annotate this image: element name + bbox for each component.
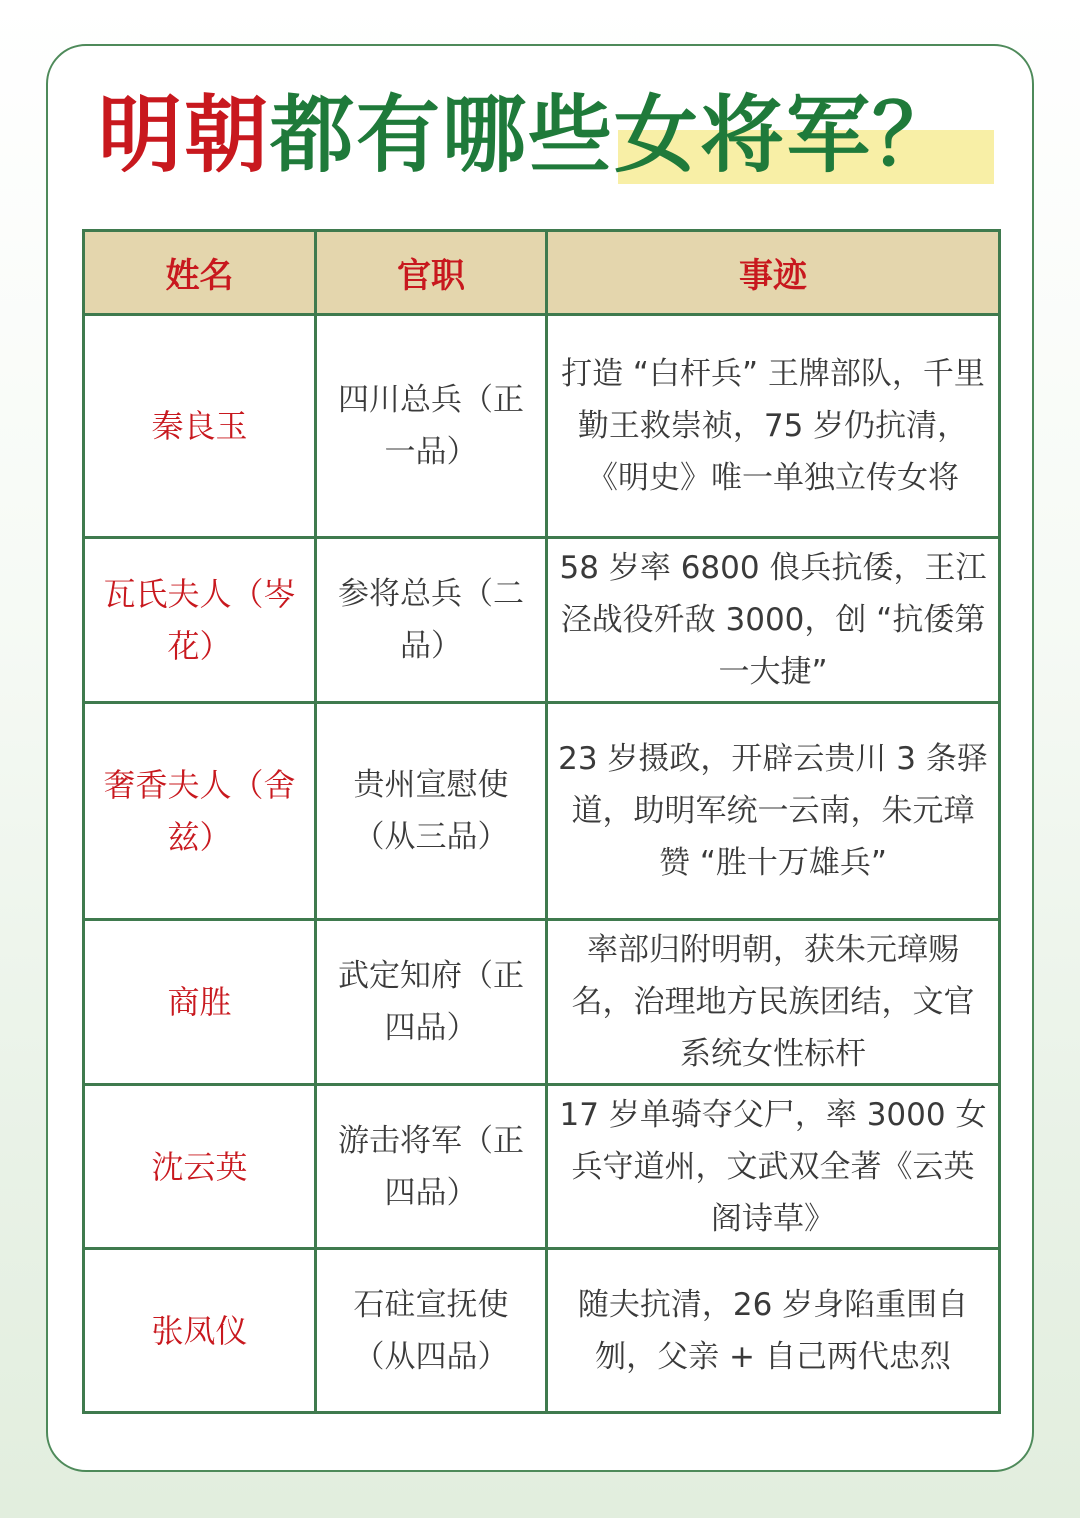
cell-deeds: 随夫抗清，26 岁身陷重围自刎，父亲 + 自己两代忠烈 (547, 1249, 1000, 1413)
header-deeds: 事迹 (547, 231, 1000, 315)
table-row (84, 920, 1000, 1085)
title-part-red: 明朝 (98, 86, 271, 184)
table-row (84, 315, 1000, 538)
cell-deeds: 58 岁率 6800 俍兵抗倭，王江泾战役歼敌 3000，创 “抗倭第一大捷” (547, 538, 1000, 703)
cell-name: 瓦氏夫人（岑花） (84, 538, 316, 703)
cell-name: 奢香夫人（舍兹） (84, 703, 316, 920)
title-part-green: 都有哪些 (270, 86, 615, 184)
cell-post: 游击将军（正四品） (316, 1085, 547, 1249)
cell-name: 商胜 (84, 920, 316, 1085)
table-row (84, 1249, 1000, 1413)
generals-table (82, 229, 1001, 1414)
header-post: 官职 (316, 231, 547, 315)
cell-post: 四川总兵（正一品） (316, 315, 547, 538)
title-area (98, 76, 998, 194)
cell-post: 武定知府（正四品） (316, 920, 547, 1085)
cell-deeds: 23 岁摄政，开辟云贵川 3 条驿道，助明军统一云南，朱元璋赞 “胜十万雄兵” (547, 703, 1000, 920)
cell-post: 石砫宣抚使（从四品） (316, 1249, 547, 1413)
table-row (84, 538, 1000, 703)
table-row (84, 1085, 1000, 1249)
header-name: 姓名 (84, 231, 316, 315)
table-row (84, 703, 1000, 920)
title-part-highlighted: 女将军？ (614, 86, 959, 184)
cell-post: 贵州宣慰使（从三品） (316, 703, 547, 920)
page-title (98, 76, 958, 194)
cell-name: 秦良玉 (84, 315, 316, 538)
cell-deeds: 率部归附明朝，获朱元璋赐名，治理地方民族团结，文官系统女性标杆 (547, 920, 1000, 1085)
cell-name: 沈云英 (84, 1085, 316, 1249)
cell-deeds: 17 岁单骑夺父尸，率 3000 女兵守道州，文武双全著《云英阁诗草》 (547, 1085, 1000, 1249)
table-header-row (84, 231, 1000, 315)
cell-name: 张凤仪 (84, 1249, 316, 1413)
cell-deeds: 打造 “白杆兵” 王牌部队，千里勤王救崇祯，75 岁仍抗清，《明史》唯一单独立传女将 (547, 315, 1000, 538)
cell-post: 参将总兵（二品） (316, 538, 547, 703)
